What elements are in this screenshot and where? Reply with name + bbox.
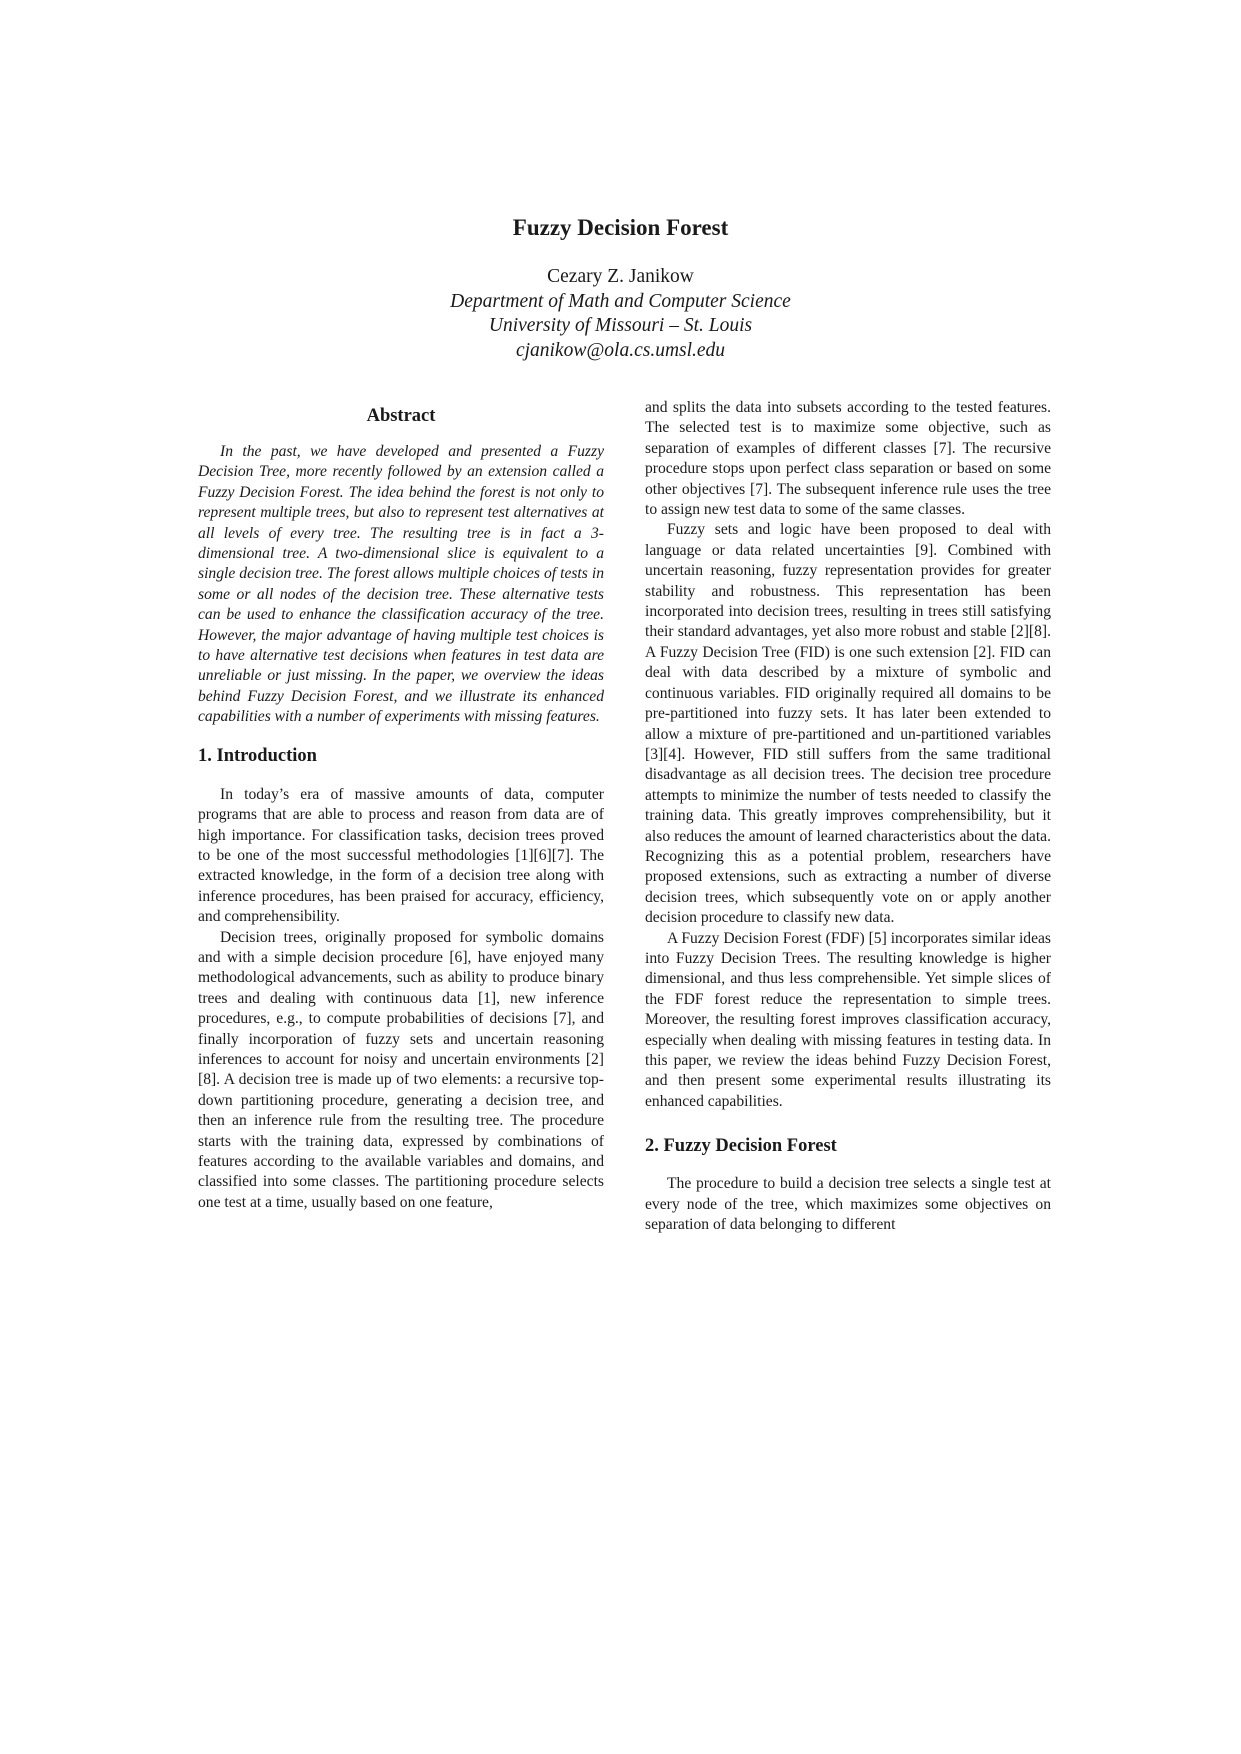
- author-university: University of Missouri – St. Louis: [488, 315, 753, 336]
- abstract-text: In the past, we have developed and presented a Fuzzy Decision Tree, more recently followed by an extension called a Fuzzy Decision Forest. The idea behind the forest is not only to represent multiple trees, but also to represent test alternatives at all levels of every tree. The resulting tree is in fact a 3-dimensional tree. A two-dimensional slice is equivalent to a single decision tree. The forest allows multiple choices of tests in some or all nodes of the decision tree. These alternative tests can be used to enhance the classification accuracy of the tree. However, the major advantage of having multiple test choices is to have alternative test decisions when features in test data are unreliable or just missing. In the paper, we overview the ideas behind Fuzzy Decision Forest, and we illustrate its enhanced capabilities with a number of experiments with missing features.: [198, 443, 604, 726]
- author-block: [0, 265, 1241, 363]
- introduction-paragraph-5: A Fuzzy Decision Forest (FDF) [5] incorporates similar ideas into Fuzzy Decision Trees. The resulting knowledge is higher dimensional, and thus less comprehensible. Yet simple slices of the FDF forest reduce the representation to simple trees. Moreover, the resulting forest improves classification accuracy, especially when dealing with missing features in testing data. In this paper, we review the ideas behind Fuzzy Decision Forest, and then present some experimental results illustrating its enhanced capabilities.: [645, 929, 1051, 1110]
- author-email: cjanikow@ola.cs.umsl.edu: [515, 339, 726, 361]
- introduction-paragraph-1: In today’s era of massive amounts of data, computer programs that are able to process and reason from data are of high importance. For classification tasks, decision trees proved to be one of the most successful methodologies [1][6][7]. The extracted knowledge, in the form of a decision tree along with inference procedures, has been praised for accuracy, efficiency, and comprehensibility.: [198, 785, 604, 926]
- introduction-paragraph-3: and splits the data into subsets according to the tested features. The selected test is to maximize some objective, such as separation of examples of different classes [7]. The recursive procedure stops upon perfect class separation or based on some other objectives [7]. The subsequent inference rule uses the tree to assign new test data to some of the same classes.: [645, 399, 1051, 519]
- paper-title: Fuzzy Decision Forest: [512, 215, 729, 240]
- introduction-paragraph-2: Decision trees, originally proposed for symbolic domains and with a simple decision procedure [6], have enjoyed many methodological advancements, such as ability to produce binary trees and dealing with continuous data [1], new inference procedures, e.g., to compute probabilities of decisions [7], and finally incorporation of fuzzy sets and uncertain reasoning inferences to account for noisy and uncertain environments [2][8]. A decision tree is made up of two elements: a recursive top-down partitioning procedure, generating a decision tree, and then an inference rule from the resulting tree. The procedure starts with the training data, expressed by combinations of features according to the available variables and domains, and classified into some classes. The partitioning procedure selects one test at a time, usually based on one feature,: [198, 928, 604, 1211]
- section2-paragraph-1: The procedure to build a decision tree selects a single test at every node of the tree, which maximizes some objectives on separation of data belonging to different: [645, 1175, 1051, 1234]
- right-column: [645, 398, 1051, 1235]
- author-department: Department of Math and Computer Science: [450, 290, 791, 312]
- left-column: [198, 400, 604, 1213]
- abstract-heading: Abstract: [366, 406, 436, 426]
- introduction-heading: 1. Introduction: [198, 745, 317, 766]
- introduction-paragraph-4: Fuzzy sets and logic have been proposed to deal with language or data related uncertainties [9]. Combined with uncertain reasoning, fuzzy representation provides for greater stability and robustness. This representation has been incorporated into decision trees, resulting in trees still satisfying their standard advantages, yet also more robust and stable [2][8]. A Fuzzy Decision Tree (FID) is one such extension [2]. FID can deal with data described by a mixture of symbolic and continuous variables. FID originally required all domains to be pre-partitioned into fuzzy sets. It has later been extended to allow a mixture of pre-partitioned and un-partitioned variables [3][4]. However, FID still suffers from the same traditional disadvantage as all decision trees. The decision tree procedure attempts to minimize the number of tests needed to classify the training data. This greatly improves comprehensibility, but it also reduces the amount of learned characteristics about the data. Recognizing this as a potential problem, researchers have proposed extensions, such as extracting a number of diverse decision trees, which subsequently vote on or apply another decision procedure to classify new data.: [645, 521, 1051, 927]
- section2-heading: 2. Fuzzy Decision Forest: [645, 1136, 837, 1157]
- author-name: Cezary Z. Janikow: [547, 266, 694, 287]
